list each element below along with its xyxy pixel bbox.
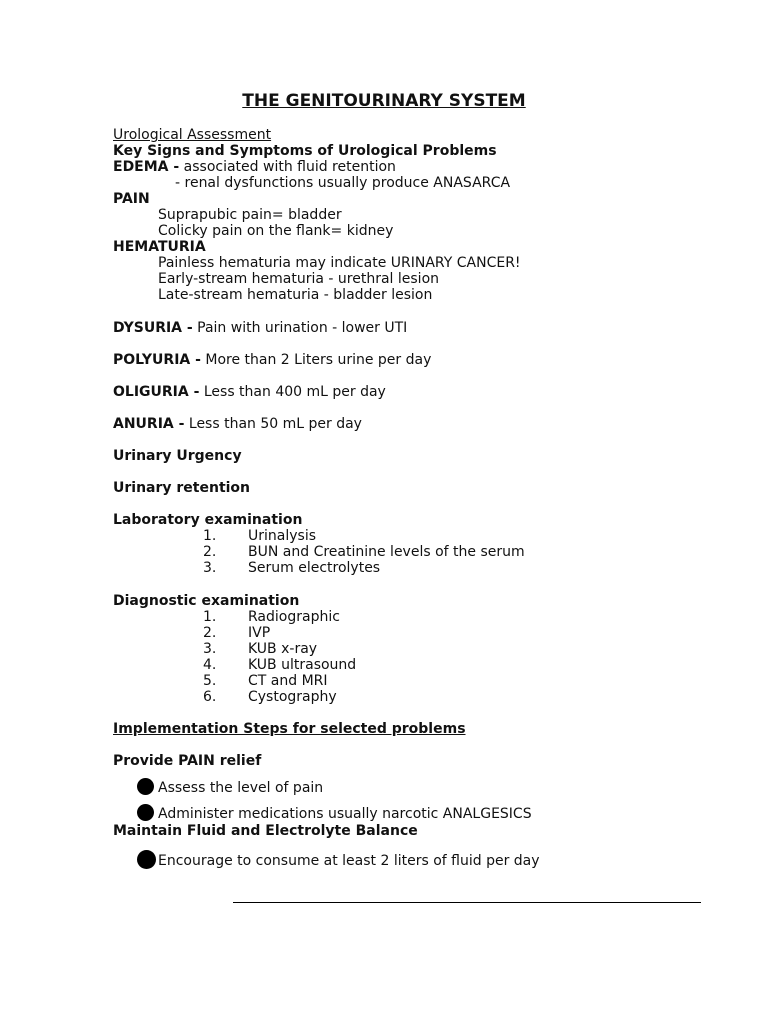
edema-desc: associated with fluid retention (179, 159, 396, 175)
list-number: 6. (203, 689, 217, 705)
pain-term: PAIN (113, 191, 150, 207)
diagnostic-exam-heading: Diagnostic examination (113, 593, 300, 609)
list-item: Radiographic (248, 609, 340, 625)
oliguria-term: OLIGURIA - (113, 384, 200, 400)
list-number: 4. (203, 657, 217, 673)
list-item: IVP (248, 625, 271, 641)
bullet-text: Assess the level of pain (158, 780, 324, 796)
oliguria-desc: Less than 400 mL per day (199, 384, 386, 400)
list-number: 5. (203, 673, 217, 689)
list-number: 3. (203, 560, 217, 576)
list-number: 1. (203, 528, 217, 544)
list-number: 3. (203, 641, 217, 657)
dysuria-line (113, 320, 407, 336)
pain-line: Colicky pain on the flank= kidney (158, 223, 394, 239)
oliguria-line (113, 384, 386, 400)
list-item: Cystography (248, 689, 337, 705)
pain-line: Suprapubic pain= bladder (158, 207, 342, 223)
anuria-term: ANURIA - (113, 416, 185, 432)
horizontal-rule (233, 902, 701, 903)
hematuria-line: Early-stream hematuria - urethral lesion (158, 271, 440, 287)
hematuria-term: HEMATURIA (113, 239, 206, 255)
provide-pain-relief-heading: Provide PAIN relief (113, 753, 262, 769)
edema-term: EDEMA - (113, 159, 180, 175)
bullet-icon (137, 850, 156, 869)
bullet-icon (137, 804, 154, 821)
list-number: 1. (203, 609, 217, 625)
urinary-retention-heading: Urinary retention (113, 480, 251, 496)
edema-sub: - renal dysfunctions usually produce ANASARCA (175, 175, 511, 191)
polyuria-line (113, 352, 431, 368)
implementation-heading: Implementation Steps for selected problems (113, 721, 466, 737)
list-item: BUN and Creatinine levels of the serum (248, 544, 525, 560)
dysuria-term: DYSURIA - (113, 320, 193, 336)
polyuria-term: POLYURIA - (113, 352, 201, 368)
bullet-text: Administer medications usually narcotic ANALGESICS (158, 806, 532, 822)
polyuria-desc: More than 2 Liters urine per day (200, 352, 432, 368)
anuria-line (113, 416, 362, 432)
list-number: 2. (203, 544, 217, 560)
edema-line (113, 159, 396, 175)
dysuria-desc: Pain with urination - lower UTI (192, 320, 408, 336)
list-item: CT and MRI (248, 673, 328, 689)
lab-exam-heading: Laboratory examination (113, 512, 303, 528)
bullet-icon (137, 778, 154, 795)
bullet-text: Encourage to consume at least 2 liters of fluid per day (158, 853, 540, 869)
urinary-urgency-heading: Urinary Urgency (113, 448, 242, 464)
list-item: Urinalysis (248, 528, 316, 544)
section-heading-urological-assessment: Urological Assessment (113, 127, 272, 143)
list-number: 2. (203, 625, 217, 641)
list-item: KUB x-ray (248, 641, 318, 657)
anuria-desc: Less than 50 mL per day (184, 416, 362, 432)
subheading-key-signs: Key Signs and Symptoms of Urological Problems (113, 143, 497, 159)
hematuria-line: Late-stream hematuria - bladder lesion (158, 287, 433, 303)
list-item: Serum electrolytes (248, 560, 381, 576)
maintain-fluid-heading: Maintain Fluid and Electrolyte Balance (113, 823, 418, 839)
hematuria-line: Painless hematuria may indicate URINARY CANCER! (158, 255, 521, 271)
document-title: THE GENITOURINARY SYSTEM (242, 91, 526, 111)
list-item: KUB ultrasound (248, 657, 357, 673)
